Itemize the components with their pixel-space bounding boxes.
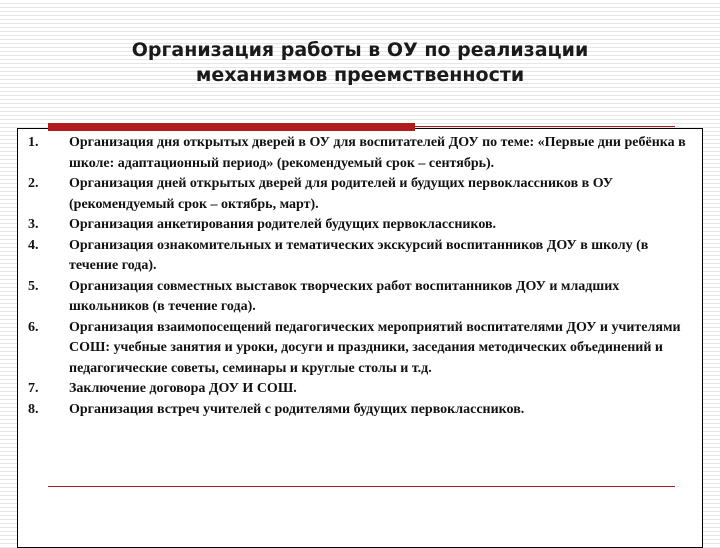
item-text: Организация встреч учителей с родителями будущих первоклассников. <box>69 401 525 417</box>
accent-line-bottom <box>48 486 675 487</box>
item-number: 4. <box>28 237 39 253</box>
item-text: Организация анкетирования родителей будущих первоклассников. <box>69 217 497 232</box>
list-item-6 <box>28 318 693 380</box>
list-item-7 <box>28 379 693 400</box>
item-text: Организация совместных выставок творческих работ воспитанников ДОУ и младших школьников (в течение года). <box>69 278 620 314</box>
item-number: 7. <box>28 381 39 396</box>
slide-title <box>0 38 720 88</box>
item-number: 1. <box>28 135 39 150</box>
list-item-4 <box>28 236 693 277</box>
list-item-1 <box>28 133 693 174</box>
accent-line-top <box>415 126 675 127</box>
item-number: 5. <box>28 278 39 294</box>
item-text: Организация дней открытых дверей для родителей и будущих первоклассников в ОУ (рекомендуемый срок – октябрь, март). <box>69 176 614 212</box>
action-list <box>28 133 693 420</box>
list-item-2 <box>28 174 693 215</box>
item-number: 3. <box>28 217 39 232</box>
item-text: Организация ознакомительных и тематических экскурсий воспитанников ДОУ в школу (в течение года). <box>69 237 649 273</box>
item-text: Заключение договора ДОУ И СОШ. <box>69 381 297 396</box>
list-item-5 <box>28 277 693 318</box>
item-text: Организация взаимопосещений педагогических мероприятий воспитателями ДОУ и учителями СОШ: учебные занятия и уроки, досуги и праздники, заседания методических объединений и педагогические советы, семинары и круглые столы и т.д. <box>69 319 681 376</box>
slide-title-line-1: Организация работы в ОУ по реализации <box>131 39 589 61</box>
item-number: 8. <box>28 401 39 417</box>
list-item-8 <box>28 400 693 421</box>
slide-title-line-2: механизмов преемственности <box>195 64 525 86</box>
item-number: 2. <box>28 176 39 191</box>
item-number: 6. <box>28 319 39 335</box>
item-text: Организация дня открытых дверей в ОУ для воспитателей ДОУ по теме: «Первые дни ребёнка в школе: адаптационный период» (рекомендуемый срок – сентябрь). <box>69 135 686 171</box>
accent-bar <box>48 123 415 131</box>
list-item-3 <box>28 215 693 236</box>
